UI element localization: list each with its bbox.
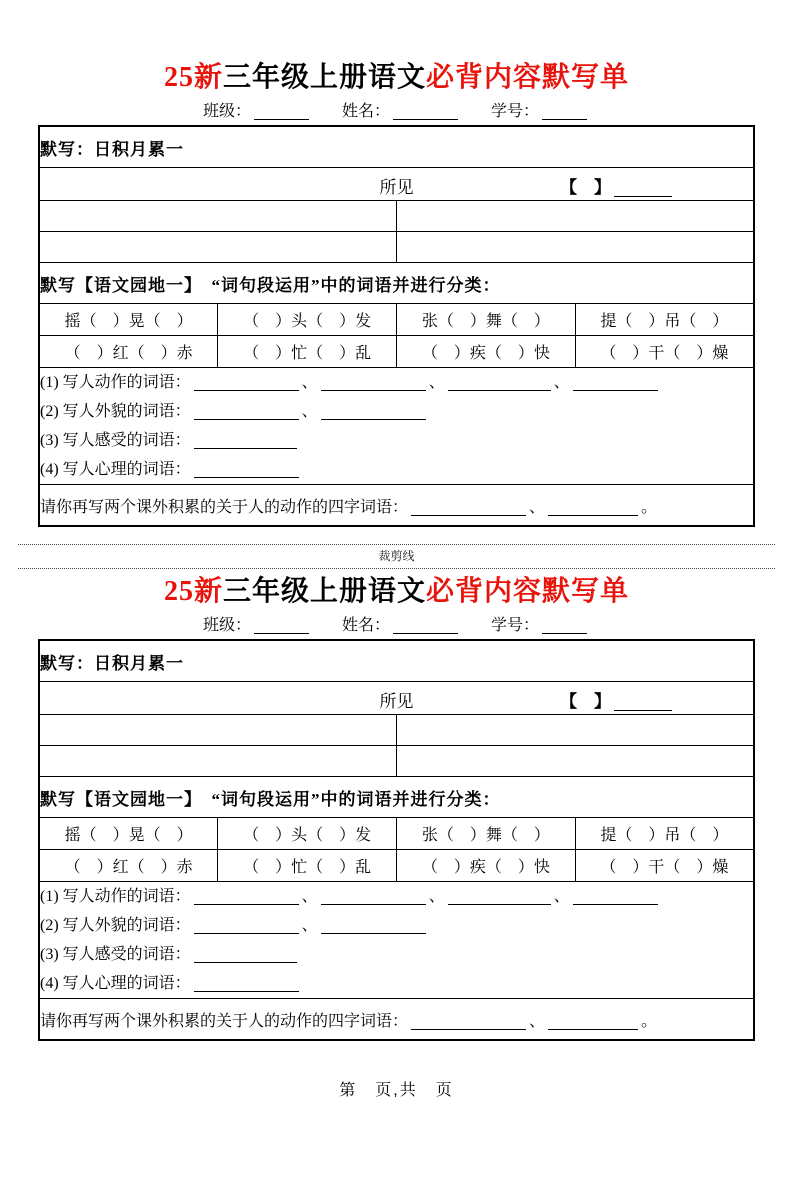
poem-section-header: 默写：日积月累一 [39, 640, 754, 682]
worksheet-copy-2 [0, 574, 793, 1041]
word-fill-cell[interactable]: （ ）忙（ ）乱 [218, 336, 397, 368]
name-label: 姓名： [341, 103, 390, 120]
dictation-table [38, 125, 755, 527]
table-row [39, 882, 754, 999]
page-title [0, 574, 793, 610]
classify-line-2 [40, 911, 753, 940]
table-row [39, 263, 754, 304]
student-id-label: 学号： [491, 617, 540, 634]
worksheet-copy-1 [0, 60, 793, 527]
table-row [39, 168, 754, 201]
classify-label-2: (2) 写人外貌的词语： [40, 917, 191, 934]
table-row [39, 682, 754, 715]
name-label: 姓名： [341, 617, 390, 634]
poem-answer-cell[interactable] [39, 715, 397, 746]
poem-answer-cell[interactable] [397, 746, 755, 777]
answer-blank[interactable] [194, 888, 299, 905]
period-mark: 。 [641, 498, 658, 516]
poem-title-row [39, 168, 754, 201]
word-fill-cell[interactable]: （ ）头（ ）发 [218, 304, 397, 336]
table-row [39, 999, 754, 1041]
title-red-prefix: 25新 [163, 576, 223, 607]
classify-line-2 [40, 397, 753, 426]
name-blank[interactable] [393, 103, 458, 120]
table-row [39, 232, 754, 263]
table-row [39, 746, 754, 777]
word-fill-cell[interactable]: （ ）疾（ ）快 [397, 336, 576, 368]
class-blank[interactable] [254, 103, 309, 120]
student-info-line [0, 101, 793, 123]
answer-blank[interactable] [321, 917, 426, 934]
page-title [0, 60, 793, 96]
extra-prompt: 请你再写两个课外积累的关于人的动作的四字词语： [40, 498, 409, 516]
word-fill-cell[interactable]: （ ）忙（ ）乱 [218, 850, 397, 882]
word-fill-cell[interactable]: （ ）疾（ ）快 [397, 850, 576, 882]
classify-label-2: (2) 写人外貌的词语： [40, 403, 191, 420]
answer-blank[interactable] [411, 1013, 526, 1030]
answer-blank[interactable] [573, 888, 658, 905]
cut-line-label: 裁剪线 [378, 549, 415, 563]
table-row [39, 777, 754, 818]
title-red-suffix: 必背内容默写单 [426, 576, 630, 607]
answer-blank[interactable] [573, 374, 658, 391]
author-brackets: 【 】 [560, 178, 611, 197]
word-fill-cell[interactable]: （ ）干（ ）燥 [575, 336, 754, 368]
table-row [39, 850, 754, 882]
poem-answer-cell[interactable] [39, 201, 397, 232]
poem-title: 所见 [379, 692, 414, 711]
period-mark: 。 [641, 1012, 658, 1030]
classify-section [39, 368, 754, 485]
classify-line-4 [40, 455, 753, 484]
table-row [39, 336, 754, 368]
table-row [39, 304, 754, 336]
word-fill-cell[interactable]: （ ）干（ ）燥 [575, 850, 754, 882]
class-label: 班级： [202, 103, 251, 120]
poem-title-row [39, 682, 754, 715]
class-label: 班级： [202, 617, 251, 634]
extra-words-row [39, 999, 754, 1041]
list-separator: 、 [428, 888, 445, 905]
cut-line [18, 544, 775, 569]
title-black-middle: 三年级上册语文 [222, 576, 426, 607]
table-row [39, 368, 754, 485]
word-fill-cell[interactable]: 提（ ）吊（ ） [575, 304, 754, 336]
answer-blank[interactable] [194, 975, 299, 992]
answer-blank[interactable] [548, 499, 638, 516]
classify-line-1 [40, 882, 753, 911]
word-fill-cell[interactable]: （ ）红（ ）赤 [39, 336, 218, 368]
classify-line-3 [40, 940, 753, 969]
table-row [39, 818, 754, 850]
classify-line-3 [40, 426, 753, 455]
list-separator: 、 [553, 888, 570, 905]
list-separator: 、 [529, 1012, 546, 1030]
table-row [39, 201, 754, 232]
name-blank[interactable] [393, 617, 458, 634]
author-blank[interactable] [614, 693, 672, 711]
page-number-footer: 第 页,共 页 [339, 1082, 454, 1099]
student-id-blank[interactable] [542, 617, 587, 634]
title-red-prefix: 25新 [163, 62, 223, 93]
answer-blank[interactable] [194, 917, 299, 934]
student-info-line [0, 615, 793, 637]
list-separator: 、 [301, 917, 318, 934]
table-row [39, 485, 754, 527]
dictation-table [38, 639, 755, 1041]
poem-author-field [560, 173, 675, 198]
extra-words-row [39, 485, 754, 527]
class-blank[interactable] [254, 617, 309, 634]
answer-blank[interactable] [194, 461, 299, 478]
list-separator: 、 [301, 403, 318, 420]
answer-blank[interactable] [548, 1013, 638, 1030]
list-separator: 、 [301, 888, 318, 905]
list-separator: 、 [301, 374, 318, 391]
title-red-suffix: 必背内容默写单 [426, 62, 630, 93]
answer-blank[interactable] [321, 403, 426, 420]
answer-blank[interactable] [448, 374, 551, 391]
list-separator: 、 [428, 374, 445, 391]
classify-label-1: (1) 写人动作的词语： [40, 374, 191, 391]
classify-label-1: (1) 写人动作的词语： [40, 888, 191, 905]
word-fill-cell[interactable]: 提（ ）吊（ ） [575, 818, 754, 850]
word-fill-cell[interactable]: 摇（ ）晃（ ） [39, 304, 218, 336]
classify-label-4: (4) 写人心理的词语： [40, 975, 191, 992]
answer-blank[interactable] [321, 374, 426, 391]
answer-blank[interactable] [194, 374, 299, 391]
list-separator: 、 [553, 374, 570, 391]
classify-section [39, 882, 754, 999]
poem-title: 所见 [379, 178, 414, 197]
word-fill-cell[interactable]: （ ）头（ ）发 [218, 818, 397, 850]
answer-blank[interactable] [411, 499, 526, 516]
word-fill-cell[interactable]: 摇（ ）晃（ ） [39, 818, 218, 850]
classify-label-3: (3) 写人感受的词语： [40, 946, 191, 963]
answer-blank[interactable] [194, 432, 297, 449]
poem-answer-cell[interactable] [39, 746, 397, 777]
list-separator: 、 [529, 498, 546, 516]
words-section-header: 默写【语文园地一】 “词句段运用”中的词语并进行分类： [39, 777, 754, 818]
word-fill-cell[interactable]: 张（ ）舞（ ） [397, 304, 576, 336]
word-fill-cell[interactable]: （ ）红（ ）赤 [39, 850, 218, 882]
answer-blank[interactable] [194, 403, 299, 420]
classify-label-3: (3) 写人感受的词语： [40, 432, 191, 449]
poem-section-header: 默写：日积月累一 [39, 126, 754, 168]
classify-label-4: (4) 写人心理的词语： [40, 461, 191, 478]
word-fill-cell[interactable]: 张（ ）舞（ ） [397, 818, 576, 850]
table-row [39, 640, 754, 682]
classify-line-1 [40, 368, 753, 397]
author-brackets: 【 】 [560, 692, 611, 711]
table-row [39, 126, 754, 168]
poem-author-field [560, 687, 675, 712]
answer-blank[interactable] [321, 888, 426, 905]
poem-answer-cell[interactable] [397, 232, 755, 263]
student-id-label: 学号： [491, 103, 540, 120]
poem-answer-cell[interactable] [397, 201, 755, 232]
poem-answer-cell[interactable] [397, 715, 755, 746]
answer-blank[interactable] [194, 946, 297, 963]
table-row [39, 715, 754, 746]
answer-blank[interactable] [448, 888, 551, 905]
poem-answer-cell[interactable] [39, 232, 397, 263]
student-id-blank[interactable] [542, 103, 587, 120]
extra-prompt: 请你再写两个课外积累的关于人的动作的四字词语： [40, 1012, 409, 1030]
author-blank[interactable] [614, 179, 672, 197]
title-black-middle: 三年级上册语文 [222, 62, 426, 93]
words-section-header: 默写【语文园地一】 “词句段运用”中的词语并进行分类： [39, 263, 754, 304]
classify-line-4 [40, 969, 753, 998]
